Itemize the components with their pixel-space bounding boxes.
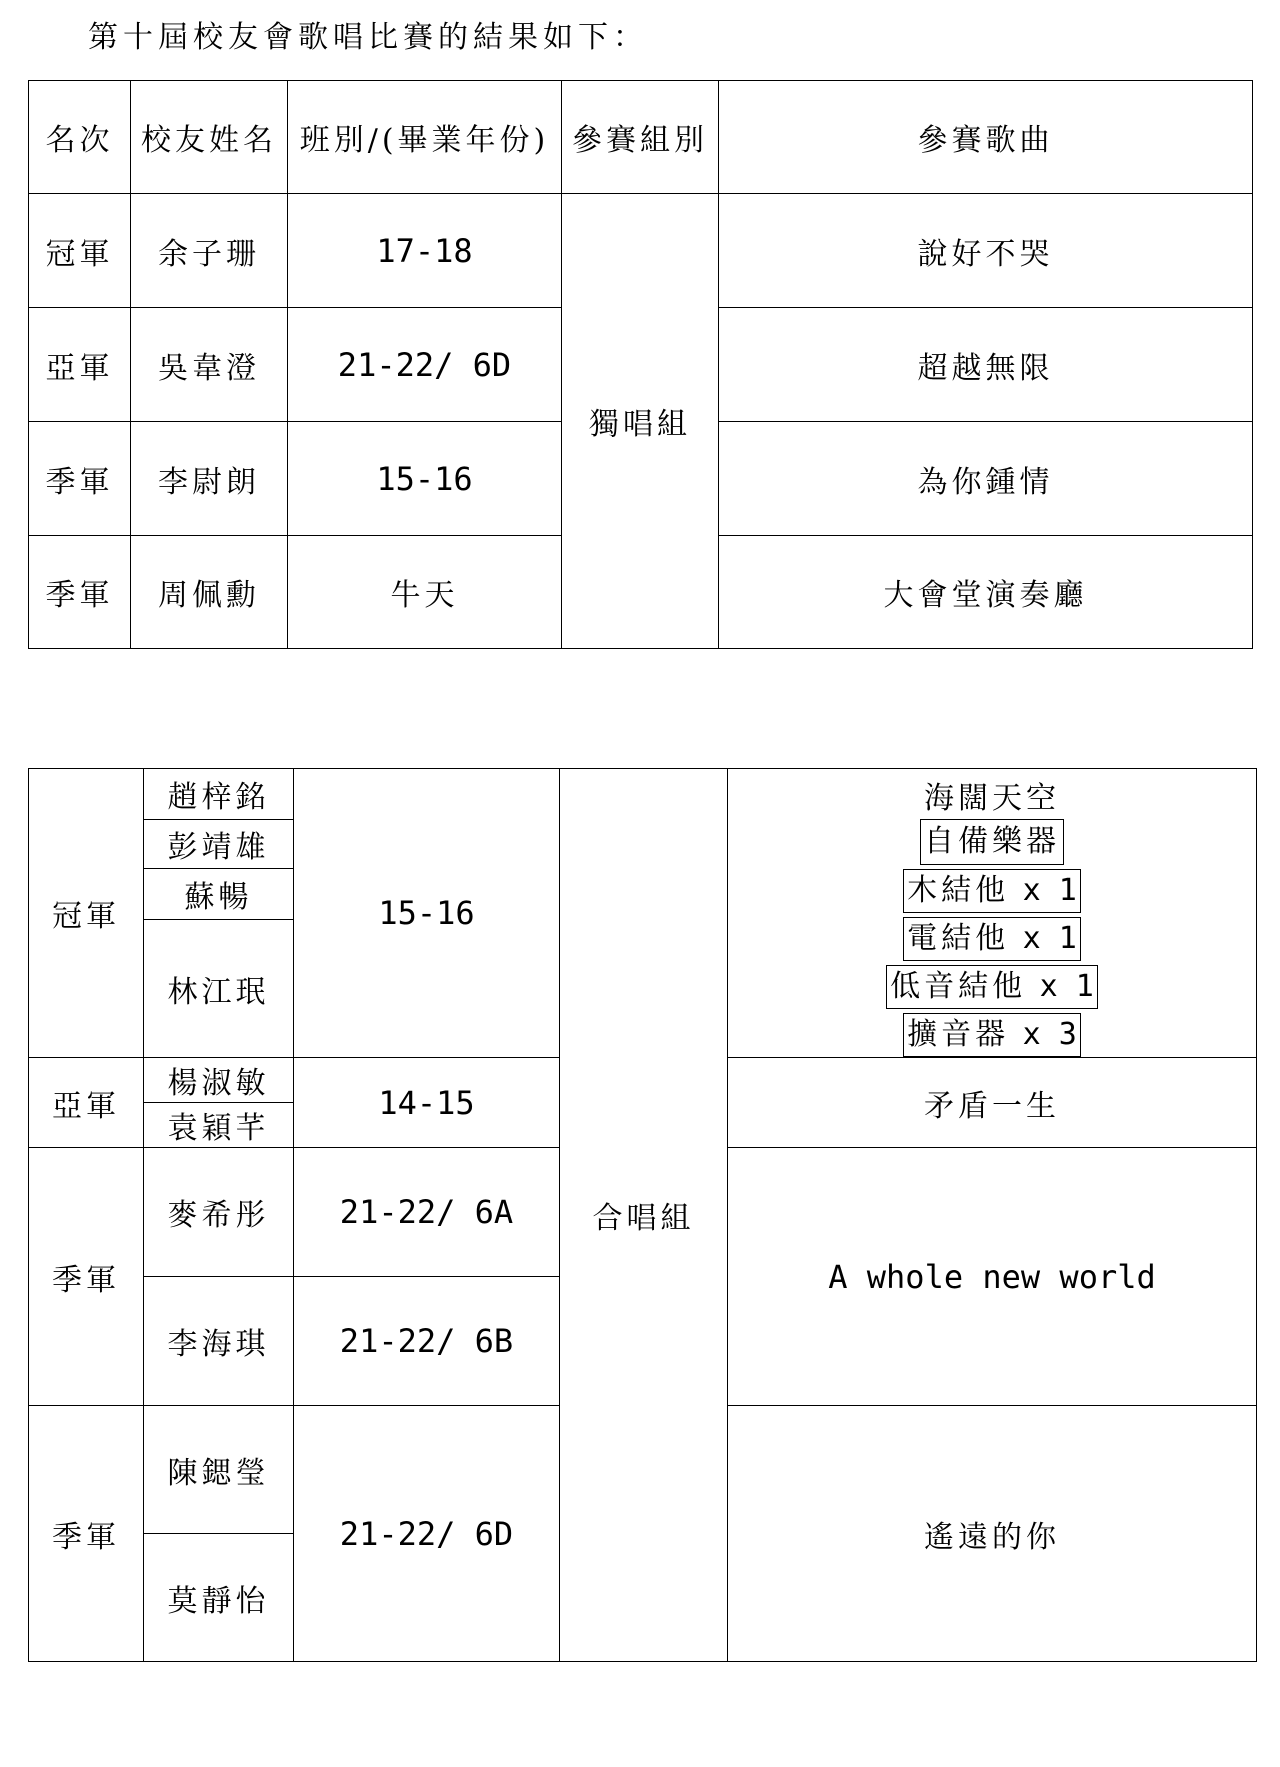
song-title: 海闊天空 (924, 781, 1060, 816)
rank-cell: 季軍 (29, 1406, 144, 1662)
member-name: 林江珉 (144, 920, 294, 1058)
name-cell: 周佩勳 (131, 536, 288, 649)
class-cell: 21-22/ 6B (294, 1277, 560, 1406)
song-cell (728, 769, 1257, 1058)
class-cell: 15-16 (288, 422, 562, 536)
rank-cell: 季軍 (29, 1148, 144, 1406)
rank-cell: 亞軍 (29, 1058, 144, 1148)
rank-cell: 季軍 (29, 536, 131, 649)
rank-cell: 亞軍 (29, 308, 131, 422)
group-cell: 獨唱組 (562, 194, 719, 649)
member-name: 麥希彤 (144, 1148, 294, 1277)
name-cell: 李尉朗 (131, 422, 288, 536)
chorus-results-table (28, 768, 1257, 1662)
song-cell: 矛盾一生 (728, 1058, 1257, 1148)
member-name: 彭靖雄 (144, 820, 294, 869)
header-name: 校友姓名 (131, 81, 288, 194)
name-cell: 余子珊 (131, 194, 288, 308)
equipment-title: 自備樂器 (920, 819, 1064, 865)
member-name: 袁穎芊 (144, 1103, 294, 1148)
member-name: 陳鍶瑩 (144, 1406, 294, 1534)
rank-cell: 冠軍 (29, 769, 144, 1058)
equipment-item: 擴音器 x 3 (903, 1013, 1081, 1057)
class-cell: 17-18 (288, 194, 562, 308)
song-cell: 超越無限 (719, 308, 1253, 422)
song-cell: 為你鍾情 (719, 422, 1253, 536)
header-group: 參賽組別 (562, 81, 719, 194)
member-name: 蘇暢 (144, 869, 294, 920)
solo-results-table (28, 80, 1253, 649)
page-title: 第十屆校友會歌唱比賽的結果如下： (88, 20, 648, 55)
class-cell: 14-15 (294, 1058, 560, 1148)
table-header-row (29, 81, 1253, 194)
table-row (29, 194, 1253, 308)
class-cell: 21-22/ 6D (288, 308, 562, 422)
class-cell: 21-22/ 6A (294, 1148, 560, 1277)
class-cell: 牛天 (288, 536, 562, 649)
song-cell: 說好不哭 (719, 194, 1253, 308)
rank-cell: 季軍 (29, 422, 131, 536)
class-cell: 15-16 (294, 769, 560, 1058)
member-name: 莫靜怡 (144, 1534, 294, 1662)
header-song: 參賽歌曲 (719, 81, 1253, 194)
table-row (29, 769, 1257, 820)
equipment-item: 電結他 x 1 (903, 917, 1081, 961)
name-cell: 吳韋澄 (131, 308, 288, 422)
member-name: 楊淑敏 (144, 1058, 294, 1103)
group-cell: 合唱組 (560, 769, 728, 1662)
header-class: 班別/(畢業年份) (288, 81, 562, 194)
header-rank: 名次 (29, 81, 131, 194)
member-name: 李海琪 (144, 1277, 294, 1406)
song-cell: A whole new world (728, 1148, 1257, 1406)
equipment-item: 木結他 x 1 (903, 869, 1081, 913)
song-cell: 遙遠的你 (728, 1406, 1257, 1662)
class-cell: 21-22/ 6D (294, 1406, 560, 1662)
member-name: 趙梓銘 (144, 769, 294, 820)
rank-cell: 冠軍 (29, 194, 131, 308)
equipment-item: 低音結他 x 1 (886, 965, 1098, 1009)
song-cell: 大會堂演奏廳 (719, 536, 1253, 649)
